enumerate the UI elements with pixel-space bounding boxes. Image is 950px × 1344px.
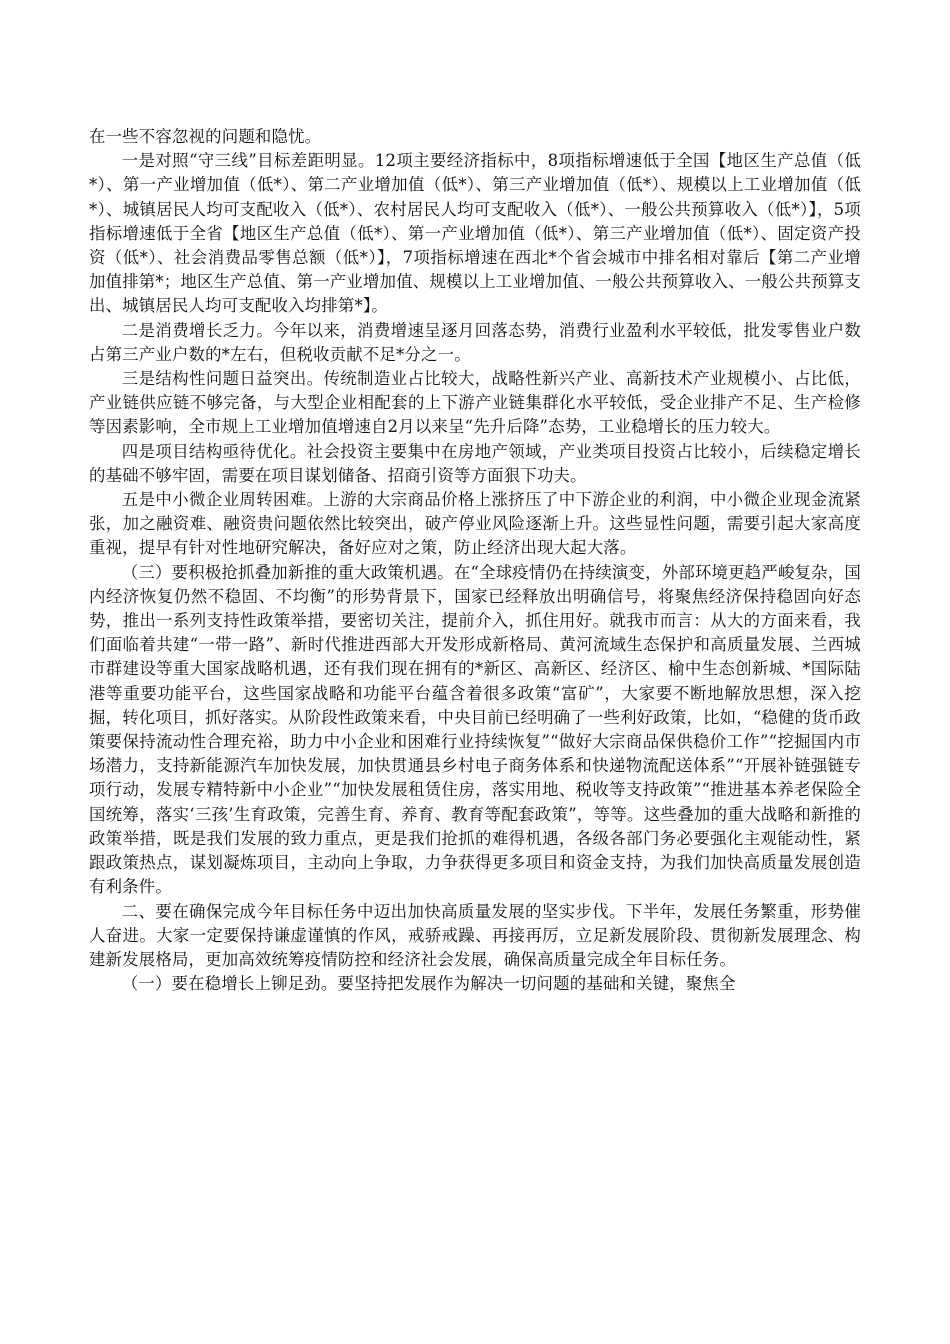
paragraph-policy-opportunities: （三）要积极抢抓叠加新推的重大政策机遇。在“全球疫情仍在持续演变，外部环境更趋严峻复杂，国内经济恢复仍然不稳固、不均衡”的形势背景下，国家已经释放出明确信号，将聚焦经济保持稳固向好态势，推出一系列支持性政策举措，要密切关注，提前介入，抓住用好。就我市而言：从大的方面来看，我们面临着共建“一带一路”、新时代推进西部大开发形成新格局、黄河流域生态保护和高质量发展、兰西城市群建设等重大国家战略机遇，还有我们现在拥有的*新区、高新区、经济区、榆中生态创新城、*国际陆港等重要功能平台，这些国家战略和功能平台蕴含着很多政策“富矿”，大家要不断地解放思想，深入挖掘，转化项目，抓好落实。从阶段性政策来看，中央目前已经明确了一些利好政策，比如，“稳健的货币政策要保持流动性合理充裕，助力中小企业和困难行业持续恢复”“做好大宗商品保供稳价工作”“挖掘国内市场潜力，支持新能源汽车加快发展，加快贯通县乡村电子商务体系和快递物流配送体系”“开展补链强链专项行动，发展专精特新中小企业”“加快发展租赁住房，落实用地、税收等支持政策”“推进基本养老保险全国统筹，落实‘三孩’生育政策，完善生育、养育、教育等配套政策”，等等。这些叠加的重大战略和新推的政策举措，既是我们发展的致力重点，更是我们抢抓的难得机遇，各级各部门务必要强化主观能动性，紧跟政策热点，谋划凝炼项目，主动向上争取，力争获得更多项目和资金支持，为我们加快高质量发展创造有利条件。 — [89, 562, 861, 897]
paragraph-continuation: 在一些不容忽视的问题和隐忧。 — [89, 127, 322, 146]
paragraph-small-enterprises: 五是中小微企业周转困难。上游的大宗商品价格上涨挤压了中下游企业的利润，中小微企业现金流紧张，加之融资难、融资贵问题依然比较突出，破产停业风险逐渐上升。这些显性问题，需要引起大家高度重视，提早有针对性地研究解决，备好应对之策，防止经济出现大起大落。 — [89, 490, 861, 558]
paragraph-consumption: 二是消费增长乏力。今年以来，消费增速呈逐月回落态势，消费行业盈利水平较低，批发零售业户数占第三产业户数的*左右，但税收贡献不足*分之一。 — [89, 320, 861, 364]
paragraph-project-structure: 四是项目结构亟待优化。社会投资主要集中在房地产领域，产业类项目投资占比较小，后续稳定增长的基础不够牢固，需要在项目谋划储备、招商引资等方面狠下功夫。 — [89, 441, 861, 485]
paragraph-section-two-heading: 二、要在确保完成今年目标任务中迈出加快高质量发展的坚实步伐。下半年，发展任务繁重，形势催人奋进。大家一定要保持谦虚谨慎的作风，戒骄戒躁、再接再厉，立足新发展阶段、贯彻新发展理念、构建新发展格局，更加高效统筹疫情防控和经济社会发展，确保高质量完成全年目标任务。 — [89, 901, 861, 969]
paragraph-structural-issues: 三是结构性问题日益突出。传统制造业占比较大，战略性新兴产业、高新技术产业规模小、占比低，产业链供应链不够完备，与大型企业相配套的上下游产业链集群化水平较低，受企业排产不足、生产检修等因素影响，全市规上工业增加值增速自2月以来呈“先升后降”态势，工业稳增长的压力较大。 — [89, 369, 861, 437]
paragraph-stable-growth: （一）要在稳增长上铆足劲。要坚持把发展作为解决一切问题的基础和关键，聚焦全 — [121, 974, 736, 994]
paragraph-gap-targets: 一是对照“守三线”目标差距明显。12项主要经济指标中，8项指标增速低于全国【地区生产总值（低*）、第一产业增加值（低*）、第二产业增加值（低*）、第三产业增加值（低*）、规模以上工业增加值（低*）、城镇居民人均可支配收入（低*）、农村居民人均可支配收入（低*）、一般公共预算收入（低*）】，5项指标增速低于全省【地区生产总值（低*）、第一产业增加值（低*）、第三产业增加值（低*）、固定资产投资（低*）、社会消费品零售总额（低*）】，7项指标增速在西北*个省会城市中排名相对靠后【第二产业增加值排第*；地区生产总值、第一产业增加值、规模以上工业增加值、一般公共预算收入、一般公共预算支出、城镇居民人均可支配收入均排第*】。 — [89, 151, 861, 316]
document-body — [89, 125, 861, 996]
